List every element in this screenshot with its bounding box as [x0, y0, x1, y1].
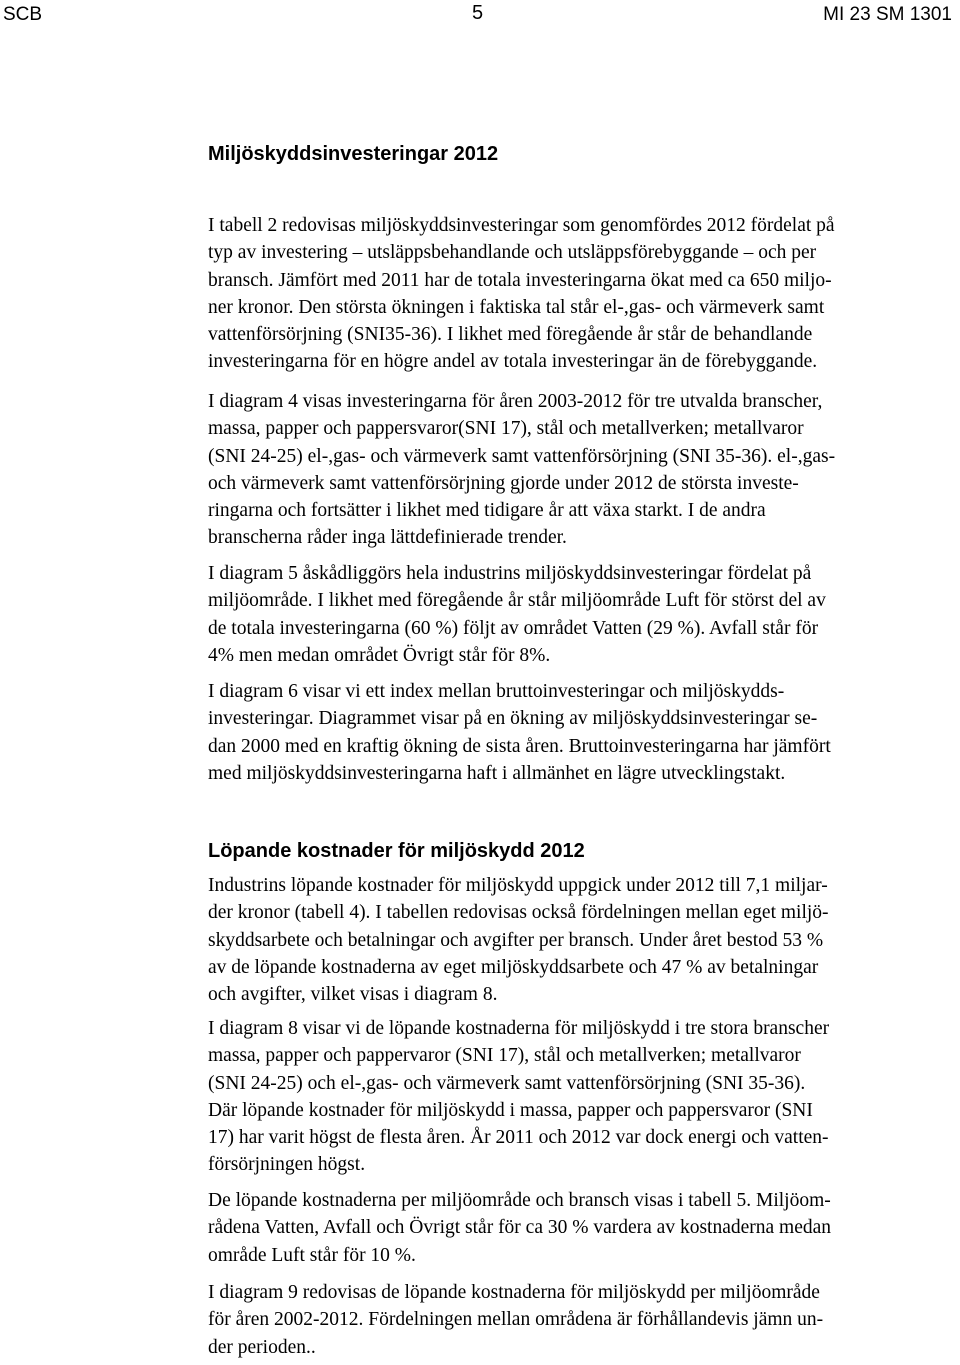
paragraph — [208, 1187, 831, 1269]
text-line: investeringarna för en högre andel av totala investeringar än de förebyggande. — [208, 351, 818, 373]
text-line: dan 2000 med en kraftig ökning de sista åren. Bruttoinvesteringarna har jämfört — [208, 735, 831, 757]
paragraph — [208, 560, 826, 669]
text-line: Där löpande kostnader för miljöskydd i massa, papper och pappersvaror (SNI — [208, 1099, 813, 1121]
text-line: (SNI 24-25) och el-,gas- och värmeverk samt vattenförsörjning (SNI 35-36). — [208, 1072, 806, 1094]
header-report-id: MI 23 SM 1301 — [823, 4, 952, 25]
page-header — [0, 2, 960, 30]
text-line: massa, papper och pappervaror (SNI 17), stål och metallverken; metallvaror — [208, 1045, 801, 1067]
text-line: ner kronor. Den största ökningen i faktiska tal står el-,gas- och värmeverk samt — [208, 296, 825, 318]
text-line: der perioden.. — [208, 1336, 316, 1358]
paragraph — [208, 1279, 823, 1361]
paragraph — [208, 872, 829, 1008]
text-line: av de löpande kostnaderna av eget miljöskyddsarbete och 47 % av betalningar — [208, 956, 819, 978]
text-line: och värmeverk samt vattenförsörjning gjorde under 2012 de största investe- — [208, 472, 799, 494]
text-line: (SNI 24-25) el-,gas- och värmeverk samt vattenförsörjning (SNI 35-36). el-,gas- — [208, 445, 836, 467]
section-title-investments: Miljöskyddsinvesteringar 2012 — [208, 143, 499, 165]
text-line: massa, papper och pappersvaror(SNI 17), stål och metallverken; metallvaror — [208, 418, 804, 440]
page-number: 5 — [472, 2, 484, 24]
text-line: bransch. Jämfört med 2011 har de totala investeringarna ökat med ca 650 miljo- — [208, 269, 832, 291]
text-line: I diagram 9 redovisas de löpande kostnaderna för miljöskydd per miljöområde — [208, 1282, 820, 1303]
header-publisher: SCB — [3, 4, 43, 25]
text-line: I diagram 5 åskådliggörs hela industrins miljöskyddsinvesteringar fördelat på — [208, 563, 812, 584]
text-line: De löpande kostnaderna per miljöområde och bransch visas i tabell 5. Miljöom- — [208, 1190, 831, 1211]
text-line: vattenförsörjning (SNI35-36). I likhet med föregående år står de behandlande — [208, 324, 813, 346]
text-line: skyddsarbete och betalningar och avgifter per bransch. Under året bestod 53 % — [208, 929, 824, 951]
text-line: miljöområde. I likhet med föregående år står miljöområde Luft för störst del av — [208, 590, 826, 612]
text-line: branscherna råder inga lättdefinierade trender. — [208, 527, 567, 549]
text-line: ringarna och fortsätter i likhet med tidigare år att växa starkt. I de andra — [208, 500, 766, 522]
text-line: I diagram 8 visar vi de löpande kostnaderna för miljöskydd i tre stora branscher — [208, 1018, 830, 1039]
text-line: med miljöskyddsinvesteringarna haft i allmänhet en lägre utvecklingstakt. — [208, 762, 786, 784]
text-line: för åren 2002-2012. Fördelningen mellan områdena är förhållandevis jämn un- — [208, 1309, 824, 1331]
text-line: och avgifter, vilket visas i diagram 8. — [208, 984, 498, 1006]
text-line: Industrins löpande kostnader för miljöskydd uppgick under 2012 till 7,1 miljar- — [208, 875, 828, 896]
text-line: typ av investering – utsläppsbehandlande och utsläppsförebyggande – och per — [208, 242, 817, 264]
paragraph — [208, 388, 835, 552]
text-line: I diagram 4 visas investeringarna för åren 2003-2012 för tre utvalda branscher, — [208, 391, 823, 412]
text-line: rådena Vatten, Avfall och Övrigt står för ca 30 % vardera av kostnaderna medan — [208, 1217, 832, 1239]
text-line: I diagram 6 visar vi ett index mellan bruttoinvesteringar och miljöskydds- — [208, 681, 785, 702]
text-line: I tabell 2 redovisas miljöskyddsinvesteringar som genomfördes 2012 fördelat på — [208, 215, 835, 236]
text-line: 17) har varit högst de flesta åren. År 2011 och 2012 var dock energi och vatten- — [208, 1127, 829, 1149]
text-line: försörjningen högst. — [208, 1154, 366, 1176]
text-line: de totala investeringarna (60 %) följt av området Vatten (29 %). Avfall står för — [208, 617, 819, 639]
text-line: område Luft står för 10 %. — [208, 1244, 416, 1266]
paragraph — [208, 212, 835, 376]
text-line: der kronor (tabell 4). I tabellen redovisas också fördelningen mellan eget miljö- — [208, 902, 829, 924]
section-title-running-costs: Löpande kostnader för miljöskydd 2012 — [208, 840, 585, 862]
text-line: 4% men medan området Övrigt står för 8%. — [208, 644, 551, 666]
paragraph — [208, 1015, 829, 1179]
paragraph — [208, 678, 831, 787]
text-line: investeringar. Diagrammet visar på en ökning av miljöskyddsinvesteringar se- — [208, 708, 818, 730]
